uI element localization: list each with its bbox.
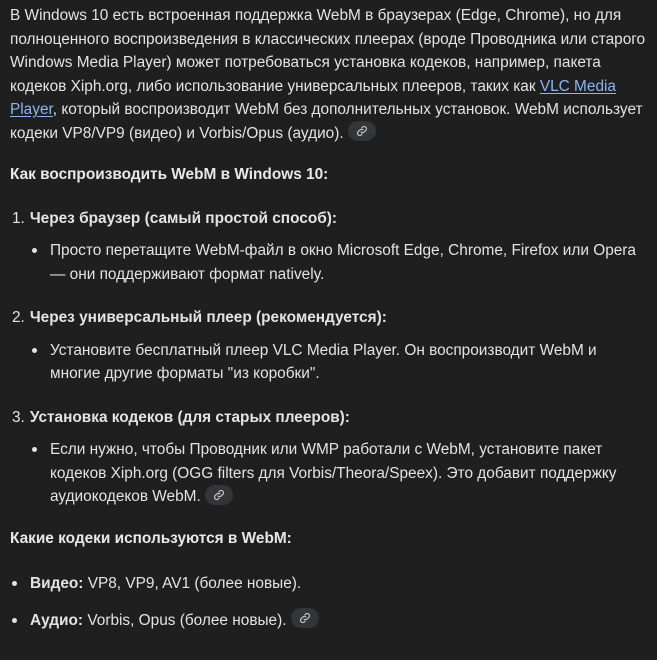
step-bullet [50,438,647,509]
source-link-chip[interactable] [291,608,319,628]
codecs-heading: Какие кодеки используются в WebM: [10,529,292,547]
codecs-list [10,572,647,632]
intro-text-after: , который воспроизводит WebM без дополнительных установок. WebM использует кодеки VP8/VP9 (видео) и Vorbis/Opus (аудио). [10,101,643,142]
source-link-chip[interactable] [348,121,376,141]
step-item [10,306,647,386]
link-icon [299,612,311,624]
intro-paragraph [10,4,647,145]
step-title: Через универсальный плеер (рекомендуется): [29,309,387,326]
codec-label: Видео: [30,575,84,592]
step-item [10,207,647,287]
codec-value: VP8, VP9, AV1 (более новые). [83,575,302,592]
howto-heading: Как воспроизводить WebM в Windows 10: [10,166,329,183]
step-bullet-text: Если нужно, чтобы Проводник или WMP работали с WebM, установите пакет кодеков Xiph.org (OGG filters для Vorbis/Theora/Speex). Это добавит поддержку аудиокодеков WebM. [50,441,617,505]
step-title: Через браузер (самый простой способ): [29,209,338,227]
step-bullet: Просто перетащите WebM-файл в окно Microsoft Edge, Chrome, Firefox или Opera — они поддерживают формат natively. [50,239,647,286]
intro-text-before: В Windows 10 есть встроенная поддержка WebM в браузерах (Edge, Chrome), но для полноценного воспроизведения в классических плеерах (вроде Проводника или старого Windows Media Player) может потребоваться установка кодеков, например, пакета кодеков Xiph.org, либо использование универсальных плееров, таких как [10,7,646,95]
codec-item-audio [30,609,647,633]
link-icon [213,489,225,501]
codec-label: Аудио: [30,611,84,629]
steps-list [10,207,647,509]
step-item [10,406,647,509]
step-number: 2. [12,309,25,326]
step-number: 3. [12,408,25,426]
step-title: Установка кодеков (для старых плееров): [29,408,350,426]
codec-value: Vorbis, Opus (более новые). [83,611,287,629]
codec-item-video [30,572,647,596]
vlc-media-player-link[interactable]: VLC Media Player [10,77,616,118]
step-number: 1. [12,209,25,227]
link-icon [356,125,368,137]
source-link-chip[interactable] [205,485,233,505]
step-bullet: Установите бесплатный плеер VLC Media Player. Он воспроизводит WebM и многие другие форматы "из коробки". [50,339,647,386]
